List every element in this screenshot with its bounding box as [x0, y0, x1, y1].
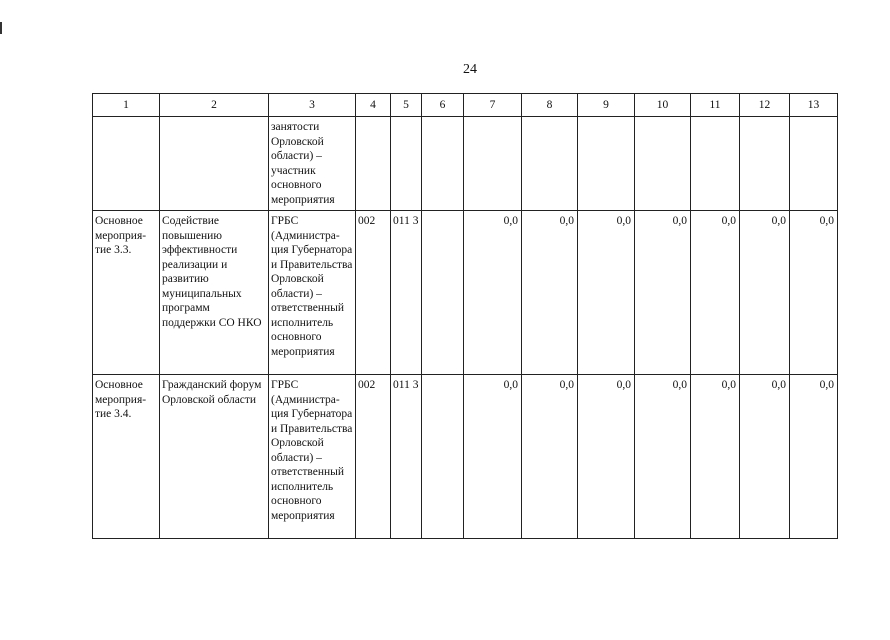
executor-text: ГРБС (Администра-ция Губернатора и Правительства Орловской области) – ответственный исполнитель основного мероприятия — [271, 215, 353, 358]
table-cell — [269, 211, 356, 375]
value-cell: 0,0 — [771, 379, 786, 391]
value-cell: 0,0 — [559, 379, 574, 391]
header-cell: 1 — [93, 94, 160, 117]
code-target — [422, 211, 463, 216]
measure-title: Содействие повышению эффективности реализации и развитию муниципальных программ поддержки СО НКО — [162, 215, 262, 329]
code-target — [422, 375, 463, 380]
table-cell — [790, 211, 838, 375]
table-cell — [269, 117, 356, 211]
header-cell: 6 — [422, 94, 464, 117]
table-header-row — [93, 94, 838, 117]
table-cell — [391, 117, 422, 211]
value-cell: 0,0 — [672, 215, 687, 227]
table-cell — [740, 211, 790, 375]
table-cell — [635, 117, 691, 211]
table-cell — [160, 375, 269, 539]
table-row-continuation — [93, 117, 838, 211]
budget-table — [92, 93, 838, 539]
value-cell: 0,0 — [721, 215, 736, 227]
table-cell — [356, 211, 391, 375]
table-cell — [578, 211, 635, 375]
table-cell — [578, 117, 635, 211]
table-cell — [93, 117, 160, 211]
header-cell: 11 — [691, 94, 740, 117]
header-cell: 13 — [790, 94, 838, 117]
value-cell: 0,0 — [503, 215, 518, 227]
table-cell — [522, 117, 578, 211]
table-cell — [790, 375, 838, 539]
header-cell: 9 — [578, 94, 635, 117]
measure-title: Гражданский форум Орловской области — [162, 379, 262, 406]
header-cell: 7 — [464, 94, 522, 117]
header-cell: 12 — [740, 94, 790, 117]
table-cell — [464, 117, 522, 211]
table-cell — [691, 117, 740, 211]
code-grbs: 002 — [358, 215, 376, 227]
header-cell: 10 — [635, 94, 691, 117]
table-cell — [740, 375, 790, 539]
table-cell — [464, 375, 522, 539]
header-cell: 2 — [160, 94, 269, 117]
measure-number: Основное мероприя-тие 3.4. — [95, 379, 147, 420]
table-cell — [422, 211, 464, 375]
scan-edge-mark — [0, 22, 2, 34]
value-cell: 0,0 — [559, 215, 574, 227]
value-cell: 0,0 — [819, 379, 834, 391]
table-cell — [635, 375, 691, 539]
code-section: 011 3 — [393, 215, 419, 227]
value-cell: 0,0 — [672, 379, 687, 391]
table-cell — [356, 117, 391, 211]
table-cell — [422, 375, 464, 539]
table-cell — [160, 211, 269, 375]
table-cell — [422, 117, 464, 211]
measure-number: Основное мероприя-тие 3.3. — [95, 215, 147, 256]
header-cell: 5 — [391, 94, 422, 117]
table-cell — [740, 117, 790, 211]
table-cell — [790, 117, 838, 211]
header-cell: 8 — [522, 94, 578, 117]
header-cell: 4 — [356, 94, 391, 117]
table-cell — [269, 375, 356, 539]
value-cell: 0,0 — [616, 379, 631, 391]
table-cell — [356, 375, 391, 539]
executor-text: ГРБС (Администра-ция Губернатора и Правительства Орловской области) – ответственный исполнитель основного мероприятия — [271, 379, 353, 522]
value-cell: 0,0 — [616, 215, 631, 227]
code-grbs: 002 — [358, 379, 376, 391]
table-cell — [93, 211, 160, 375]
table-cell — [160, 117, 269, 211]
table-cell — [691, 375, 740, 539]
page-number: 24 — [463, 62, 477, 77]
executor-text: занятости Орловской области) – участник основного мероприятия — [271, 121, 335, 206]
table-cell — [635, 211, 691, 375]
table-cell — [522, 375, 578, 539]
table-row — [93, 211, 838, 375]
table-cell — [93, 375, 160, 539]
value-cell: 0,0 — [721, 379, 736, 391]
table-row — [93, 375, 838, 539]
value-cell: 0,0 — [771, 215, 786, 227]
table-cell — [391, 375, 422, 539]
table-cell — [578, 375, 635, 539]
header-cell: 3 — [269, 94, 356, 117]
value-cell: 0,0 — [819, 215, 834, 227]
table-cell — [464, 211, 522, 375]
value-cell: 0,0 — [503, 379, 518, 391]
table-cell — [522, 211, 578, 375]
table-cell — [691, 211, 740, 375]
code-section: 011 3 — [393, 379, 419, 391]
table-cell — [391, 211, 422, 375]
